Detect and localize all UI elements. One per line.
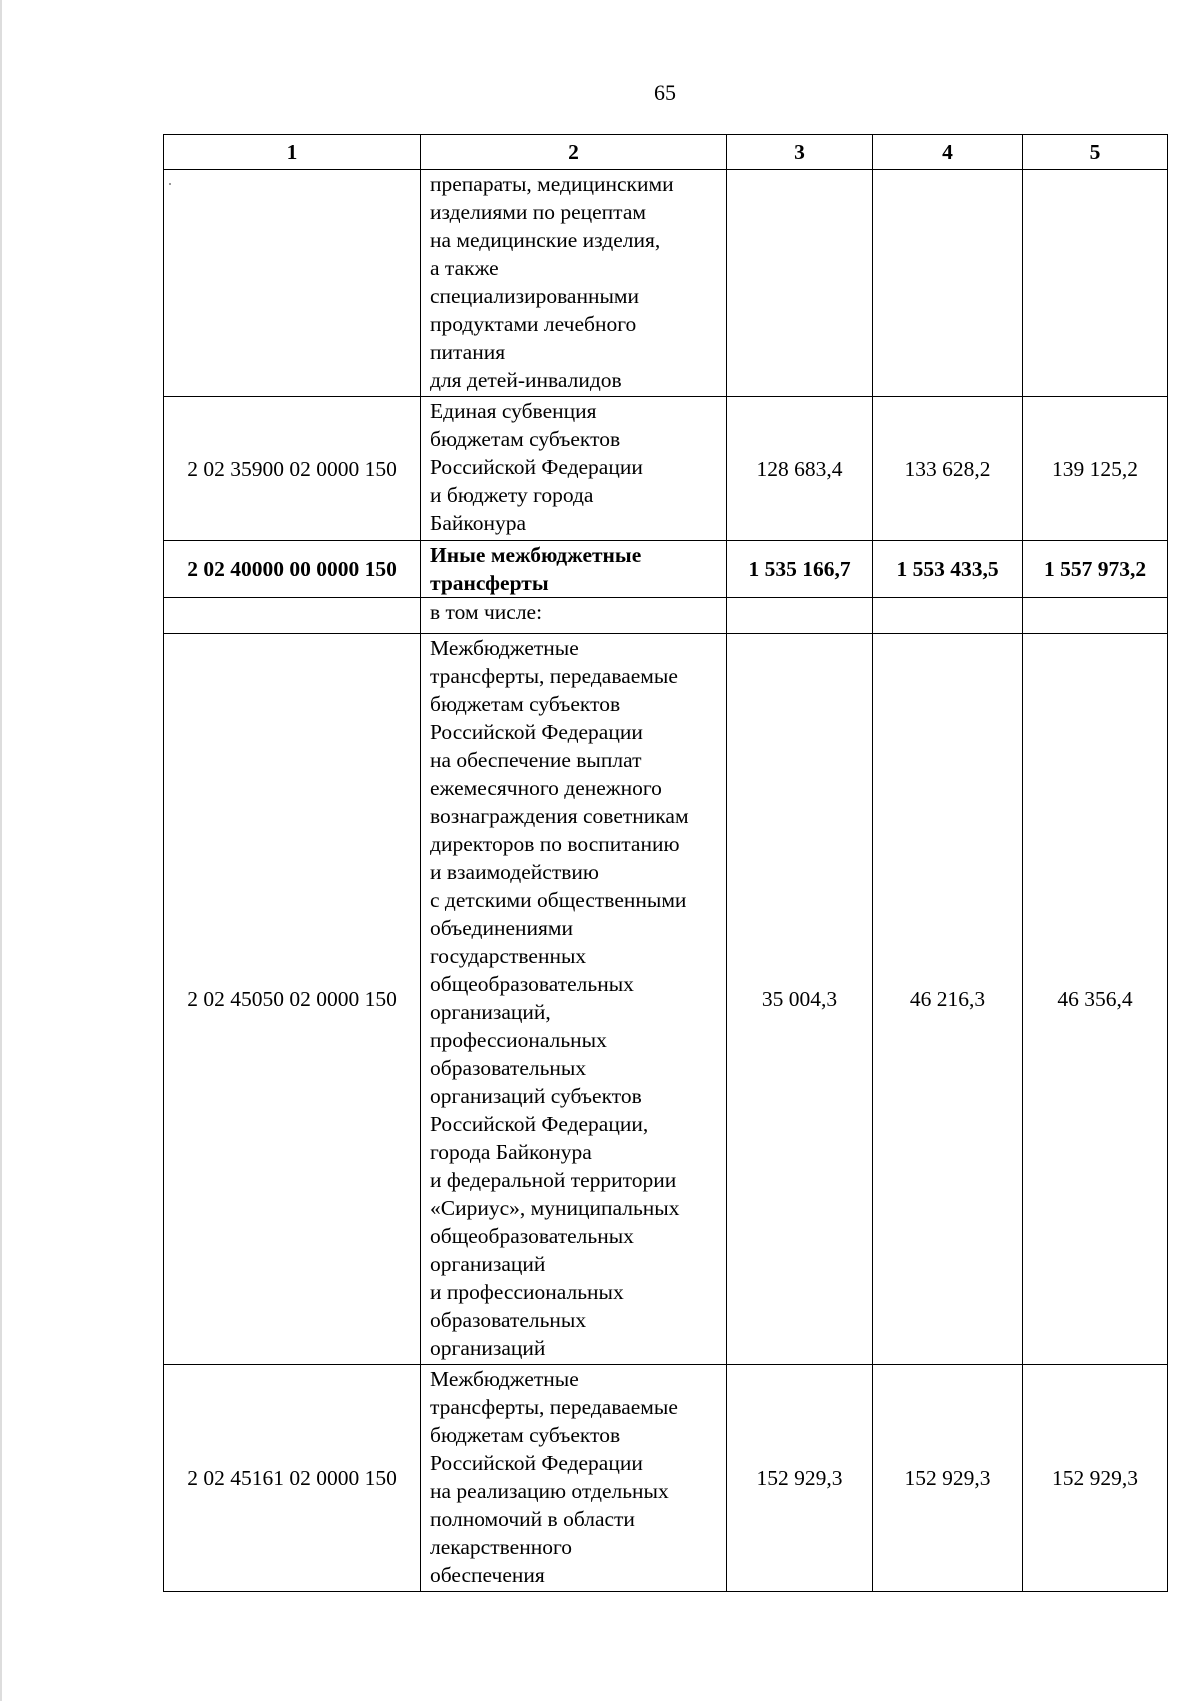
table-row — [164, 598, 1168, 634]
value-col4-cell: 46 216,3 — [873, 634, 1023, 1365]
value-col4-cell: 133 628,2 — [873, 397, 1023, 541]
value-col3-cell: 128 683,4 — [727, 397, 873, 541]
table-row — [164, 634, 1168, 1365]
table-header-row — [164, 135, 1168, 170]
column-header-5: 5 — [1023, 135, 1168, 170]
value-col5-cell: 139 125,2 — [1023, 397, 1168, 541]
value-col4-cell — [873, 598, 1023, 634]
value-col5-cell: 152 929,3 — [1023, 1365, 1168, 1592]
budget-code-cell: 2 02 40000 00 0000 150 — [164, 541, 421, 598]
column-header-4: 4 — [873, 135, 1023, 170]
item-name-cell: Единая субвенция бюджетам субъектов Российской Федерации и бюджету города Байконура — [421, 397, 727, 541]
item-name-cell: в том числе: — [421, 598, 727, 634]
item-name-cell: Межбюджетные трансферты, передаваемые бюджетам субъектов Российской Федерации на обеспечение выплат ежемесячного денежного вознаграждения советникам директоров по воспитанию и взаимодействию с детскими общественными объединениями государственных общеобразовательных организаций, профессиональных образовательных организаций субъектов Российской Федерации, города Байконура и федеральной территории «Сириус», муниципальных общеобразовательных организаций и профессиональных образовательных организаций — [421, 634, 727, 1365]
budget-code-cell — [164, 170, 421, 397]
page-number: 65 — [654, 80, 676, 105]
budget-code-cell: 2 02 35900 02 0000 150 — [164, 397, 421, 541]
budget-code-cell: 2 02 45050 02 0000 150 — [164, 634, 421, 1365]
value-col3-cell — [727, 598, 873, 634]
budget-code-cell — [164, 598, 421, 634]
budget-table — [163, 134, 1168, 1592]
value-col3-cell — [727, 170, 873, 397]
table-row-total — [164, 541, 1168, 598]
table-row — [164, 1365, 1168, 1592]
value-col3-cell: 35 004,3 — [727, 634, 873, 1365]
budget-code-cell: 2 02 45161 02 0000 150 — [164, 1365, 421, 1592]
item-name-cell: препараты, медицинскими изделиями по рецептам на медицинские изделия, а также специализированными продуктами лечебного питания для детей-инвалидов — [421, 170, 727, 397]
value-col4-cell — [873, 170, 1023, 397]
value-col5-cell — [1023, 170, 1168, 397]
value-col5-cell: 46 356,4 — [1023, 634, 1168, 1365]
value-col3-cell: 152 929,3 — [727, 1365, 873, 1592]
column-header-1: 1 — [164, 135, 421, 170]
value-col3-cell: 1 535 166,7 — [727, 541, 873, 598]
table-row — [164, 170, 1168, 397]
value-col4-cell: 1 553 433,5 — [873, 541, 1023, 598]
table-row — [164, 397, 1168, 541]
item-name-cell: Межбюджетные трансферты, передаваемые бюджетам субъектов Российской Федерации на реализацию отдельных полномочий в области лекарственного обеспечения — [421, 1365, 727, 1592]
value-col5-cell — [1023, 598, 1168, 634]
item-name-cell: Иные межбюджетные трансферты — [421, 541, 727, 598]
column-header-2: 2 — [421, 135, 727, 170]
column-header-3: 3 — [727, 135, 873, 170]
scan-edge-line — [0, 0, 2, 1701]
value-col5-cell: 1 557 973,2 — [1023, 541, 1168, 598]
value-col4-cell: 152 929,3 — [873, 1365, 1023, 1592]
